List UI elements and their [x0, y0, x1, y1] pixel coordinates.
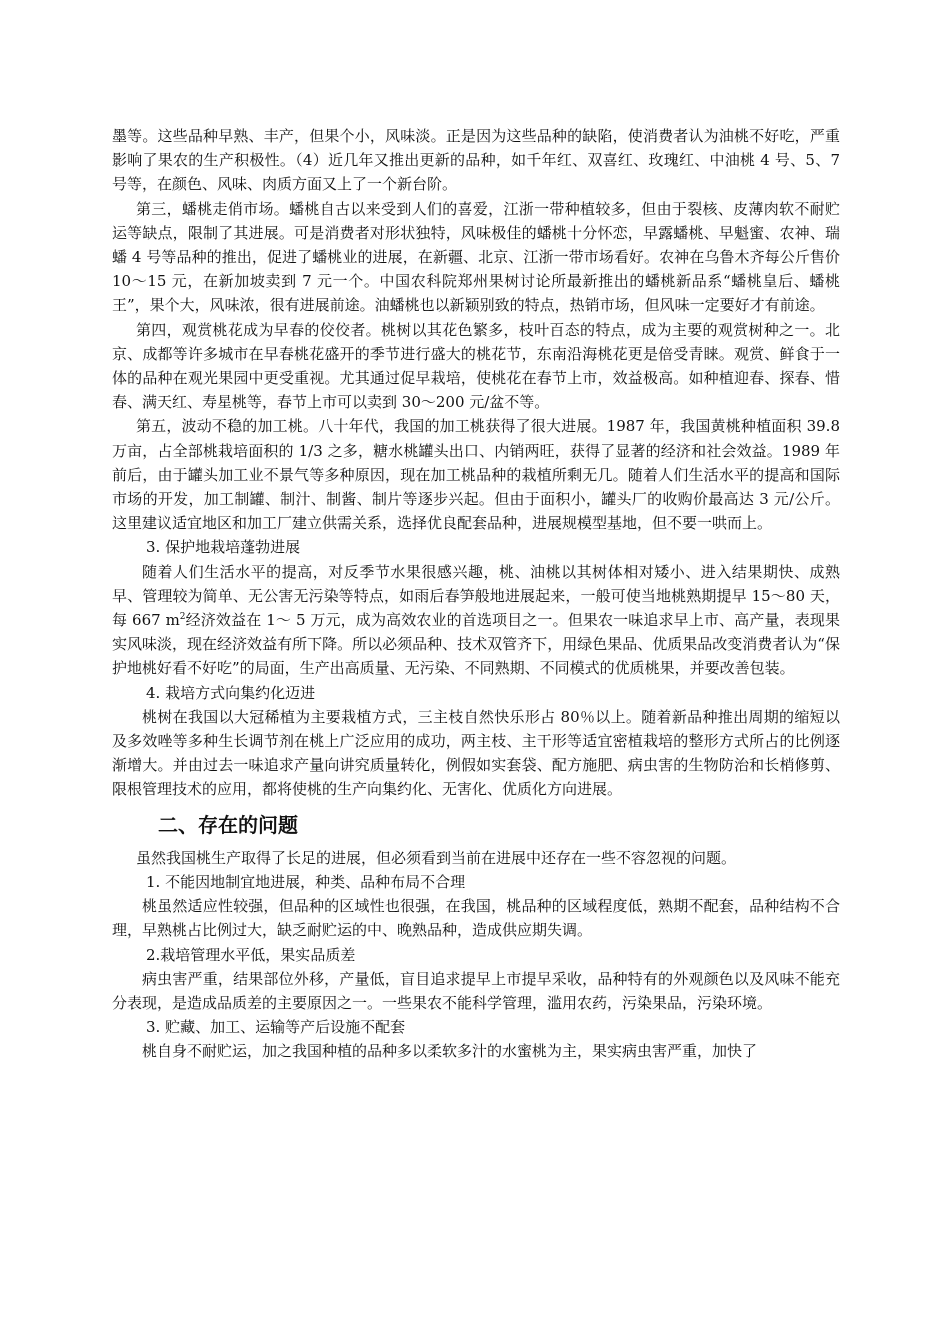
- superscript-2: 2: [179, 612, 186, 623]
- section-title-problems: 二、存在的问题: [158, 812, 298, 837]
- heading-problem-2: 2.栽培管理水平低，果实品质差: [146, 945, 356, 964]
- paragraph-problem-1: 桃虽然适应性较强，但品种的区域性也很强，在我国，桃品种的区域程度低，熟期不配套，品种结构不合理，早熟桃占比例过大，缺乏耐贮运的中、晚熟品种，造成供应期失调。: [112, 897, 840, 940]
- paragraph-protected-cultivation-part1: 随着人们生活水平的提高，对反季节水果很感兴趣，桃、油桃以其树体相对矮小、进入结果期快、成熟早、管理较为简单、无公害无污染等特点，如雨后春笋般地进展起来，一般可使当地桃熟期提早 15～80 天，每 667 m: [112, 562, 840, 630]
- paragraph-problems-intro: 虽然我国桃生产取得了长足的进展，但必须看到当前在进展中还存在一些不容忽视的问题。: [136, 848, 737, 867]
- document-page: [112, 124, 840, 1064]
- heading-problem-1: 1. 不能因地制宜地进展，种类、品种布局不合理: [146, 872, 466, 891]
- heading-protected-cultivation: 3. 保护地栽培蓬勃进展: [146, 538, 301, 557]
- paragraph-flat-peach: 第三，蟠桃走俏市场。蟠桃自古以来受到人们的喜爱，江浙一带种植较多，但由于裂核、皮薄肉软不耐贮运等缺点，限制了其进展。可是消费者对形状独特，风味极佳的蟠桃十分怀恋，早露蟠桃、早魁蜜、农神、瑞蟠 4 号等品种的推出，促进了蟠桃业的进展，在新疆、北京、江浙一带市场看好。农神在乌鲁木齐每公斤售价 10～15 元，在新加坡卖到 7 元一个。中国农科院郑州果树讨论所最新推出的蟠桃新品系“蟠桃皇后、蟠桃王”，果个大，风味浓，很有进展前途。油蟠桃也以新颖别致的特点，热销市场，但风味一定要好才有前途。: [112, 199, 840, 315]
- paragraph-ornamental-peach: 第四，观赏桃花成为早春的佼佼者。桃树以其花色繁多，枝叶百态的特点，成为主要的观赏树种之一。北京、成都等许多城市在早春桃花盛开的季节进行盛大的桃花节，东南沿海桃花更是倍受青睐。观赏、鲜食于一体的品种在观光果园中更受重视。尤其通过促早栽培，使桃花在春节上市，效益极高。如种植迎春、探春、惜春、满天红、寿星桃等，春节上市可以卖到 30～200 元/盆不等。: [112, 320, 840, 412]
- paragraph-protected-cultivation-part2: 经济效益在 1～ 5 万元，成为高效农业的首选项目之一。但果农一味追求早上市、高产量，表现果实风味淡，现在经济效益有所下降。所以必须品种、技术双管齐下，用绿色果品、优质果品改变消费者认为“保护地桃好看不好吃”的局面，生产出高质量、无污染、不同熟期、不同模式的优质桃果，并要改善包装。: [112, 611, 840, 678]
- paragraph-problem-3: 桃自身不耐贮运，加之我国种植的品种多以柔软多汁的水蜜桃为主，果实病虫害严重，加快了: [142, 1042, 758, 1061]
- paragraph-problem-2: 病虫害严重，结果部位外移，产量低，盲目追求提早上市提早采收，品种特有的外观颜色以及风味不能充分表现，是造成品质差的主要原因之一。一些果农不能科学管理，滥用农药，污染果品，污染环境。: [112, 969, 840, 1012]
- heading-problem-3: 3. 贮藏、加工、运输等产后设施不配套: [146, 1018, 406, 1037]
- paragraph-intensive-cultivation: 桃树在我国以大冠稀植为主要栽植方式，三主枝自然快乐形占 80％以上。随着新品种推出周期的缩短以及多效唑等多种生长调节剂在桃上广泛应用的成功，两主枝、主干形等适宜密植栽培的整形方式所占的比例逐渐增大。并由过去一味追求产量向讲究质量转化，例假如实套袋、配方施肥、病虫害的生物防治和长梢修剪、限根管理技术的应用，都将使桃的生产向集约化、无害化、优质化方向进展。: [112, 707, 840, 799]
- paragraph-nectarine-varieties: 墨等。这些品种早熟、丰产，但果个小，风味淡。正是因为这些品种的缺陷，使消费者认为油桃不好吃，严重影响了果农的生产积极性。（4）近几年又推出更新的品种，如千年红、双喜红、玫瑰红、中油桃 4 号、5、7 号等，在颜色、风味、肉质方面又上了一个新台阶。: [112, 127, 840, 194]
- paragraph-protected-cultivation: [112, 560, 840, 681]
- paragraph-processing-peach: 第五，波动不稳的加工桃。八十年代，我国的加工桃获得了很大进展。1987 年，我国黄桃种植面积 39.8 万亩，占全部桃栽培面积的 1/3 之多，糖水桃罐头出口、内销两旺，获得了显著的经济和社会效益。1989 年前后，由于罐头加工业不景气等多种原因，现在加工桃品种的栽植所剩无几。随着人们生活水平的提高和国际市场的开发，加工制罐、制汁、制酱、制片等逐步兴起。但由于面积小，罐头厂的收购价最高达 3 元/公斤。这里建议适宜地区和加工厂建立供需关系，选择优良配套品种，进展规模型基地，但不要一哄而上。: [112, 417, 840, 533]
- heading-intensive-cultivation: 4. 栽培方式向集约化迈进: [146, 683, 316, 702]
